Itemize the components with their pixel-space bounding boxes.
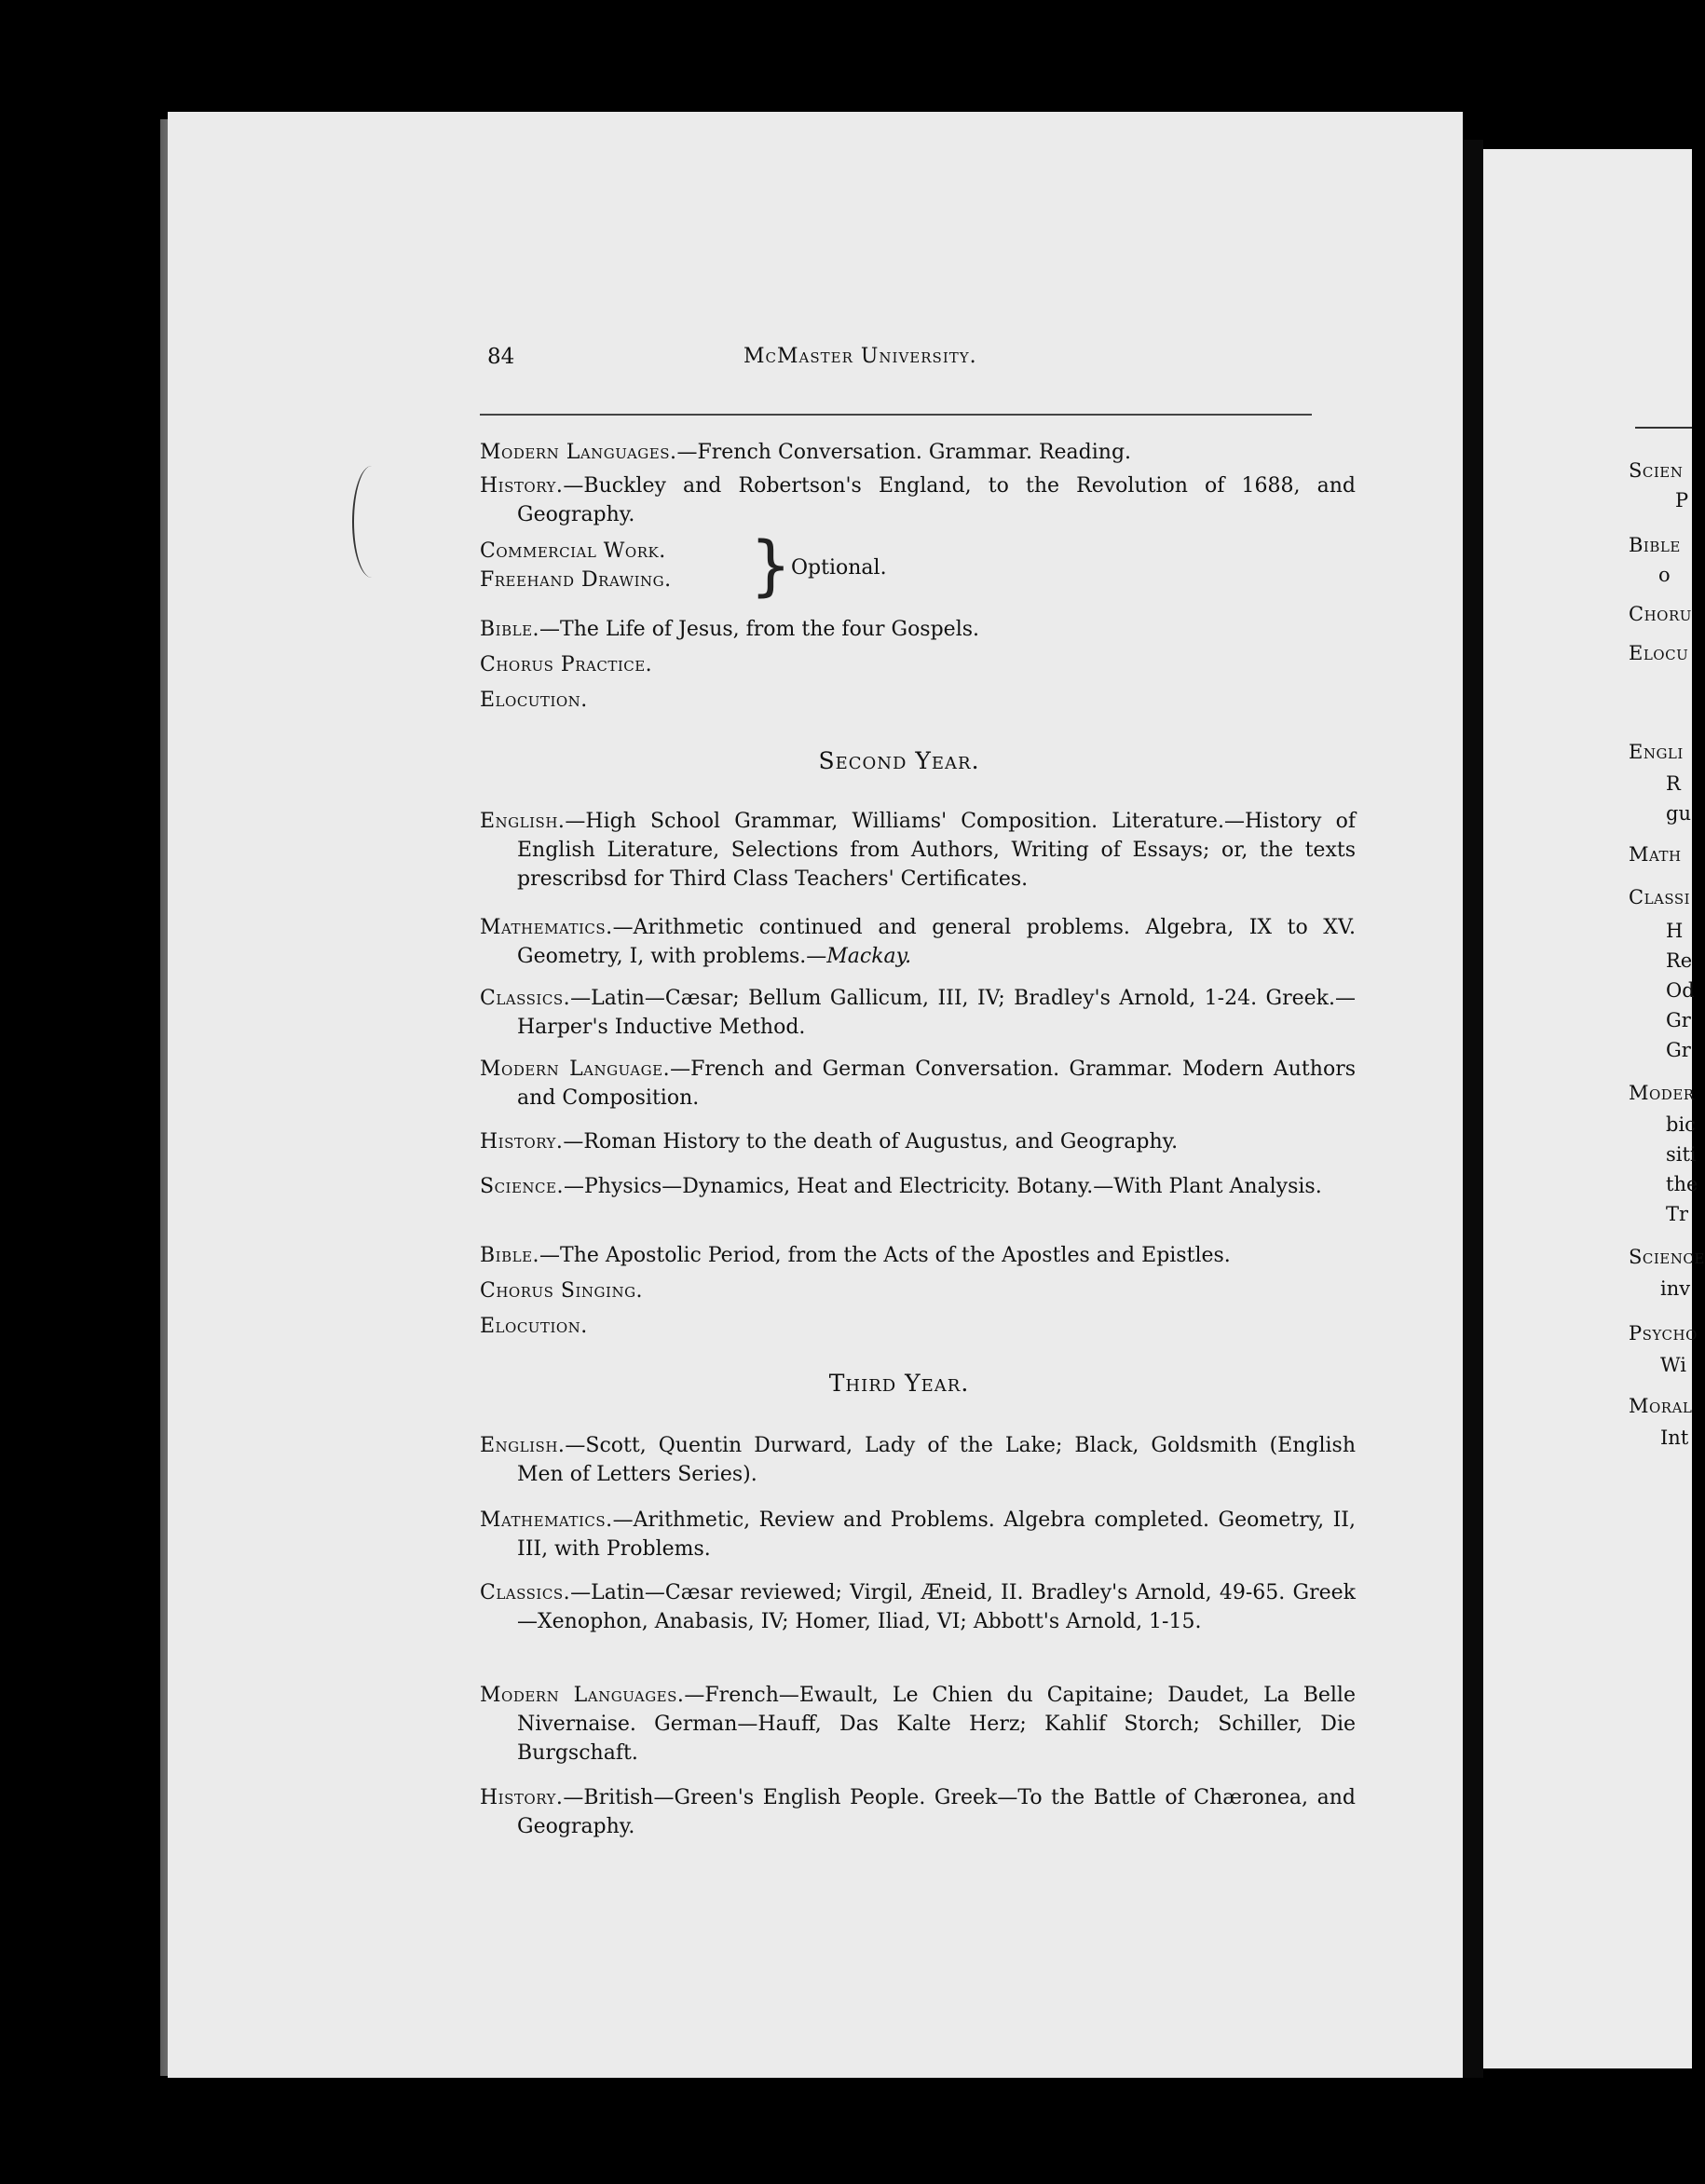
right-page bbox=[1483, 149, 1692, 2068]
second-year-bible bbox=[480, 1241, 1318, 1270]
pencil-margin-mark bbox=[352, 466, 391, 578]
fragment: Moder bbox=[1629, 1082, 1695, 1104]
fragment: Elocu bbox=[1629, 642, 1689, 664]
fragment: Classi bbox=[1629, 886, 1691, 908]
entry-label: History. bbox=[480, 1786, 564, 1809]
entry-label: Classics. bbox=[480, 987, 571, 1010]
first-year-history bbox=[480, 471, 1356, 529]
fragment: Choru bbox=[1629, 603, 1692, 625]
entry-text: —Latin—Cæsar; Bellum Gallicum, III, IV; Bradley's Arnold, 1-24. Greek.—Harper's Inductive Method. bbox=[517, 987, 1356, 1039]
entry-label: English. bbox=[480, 1434, 566, 1457]
entry-label: Modern Languages. bbox=[480, 441, 677, 464]
entry-label: Mathematics. bbox=[480, 916, 613, 939]
fragment: Wi bbox=[1660, 1354, 1686, 1376]
entry-label: Mathematics. bbox=[480, 1508, 613, 1532]
page-number: 84 bbox=[487, 345, 515, 369]
freehand-drawing: Freehand Drawing. bbox=[480, 568, 672, 592]
header-rule bbox=[480, 414, 1312, 416]
entry-text: —Scott, Quentin Durward, Lady of the Lake; Black, Goldsmith (English Men of Letters Series). bbox=[517, 1434, 1356, 1486]
page-header bbox=[480, 345, 1318, 382]
fragment: Gr bbox=[1666, 1039, 1691, 1061]
fragment: R bbox=[1666, 772, 1681, 795]
entry-label: Classics. bbox=[480, 1581, 571, 1604]
second-year-elocution: Elocution. bbox=[480, 1315, 588, 1338]
entry-text: —French—Ewault, Le Chien du Capitaine; Daudet, La Belle Nivernaise. German—Hauff, Das Kalte Herz; Kahlif Storch; Schiller, Die Burgschaft. bbox=[517, 1684, 1356, 1765]
entry-text: —High School Grammar, Williams' Composition. Literature.—History of English Literature, Selections from Authors, Writing of Essays; or, the texts prescribsd for Third Class Teachers' Certificates. bbox=[517, 810, 1356, 891]
second-year-heading: Second Year. bbox=[818, 747, 980, 774]
entry-text: —The Apostolic Period, from the Acts of the Apostles and Epistles. bbox=[539, 1244, 1231, 1267]
entry-text: —Buckley and Robertson's England, to the Revolution of 1688, and Geography. bbox=[517, 474, 1356, 526]
fragment: the bbox=[1666, 1173, 1698, 1195]
first-year-bible bbox=[480, 615, 1318, 644]
fragment: P bbox=[1675, 489, 1689, 512]
brace-glyph: } bbox=[750, 527, 792, 604]
fragment: Gr bbox=[1666, 1009, 1691, 1031]
entry-label: Bible. bbox=[480, 618, 540, 641]
third-year-heading: Third Year. bbox=[828, 1370, 970, 1397]
third-year-english bbox=[480, 1431, 1356, 1489]
third-year-mathematics bbox=[480, 1506, 1356, 1563]
third-year-classics bbox=[480, 1578, 1356, 1636]
entry-label: Modern Languages. bbox=[480, 1684, 685, 1707]
third-year-history bbox=[480, 1783, 1356, 1841]
fragment: Re bbox=[1666, 949, 1693, 972]
fragment: Od bbox=[1666, 979, 1695, 1002]
entry-label: Science. bbox=[480, 1175, 564, 1198]
fragment: gu bbox=[1666, 802, 1691, 825]
fragment: Engli bbox=[1629, 741, 1684, 763]
entry-text: —French Conversation. Grammar. Reading. bbox=[676, 441, 1132, 464]
fragment: siti bbox=[1666, 1143, 1697, 1166]
fragment: Tr bbox=[1666, 1203, 1689, 1225]
entry-text: —British—Green's English People. Greek—To the Battle of Chæronea, and Geography. bbox=[517, 1786, 1356, 1838]
second-year-english bbox=[480, 807, 1356, 894]
fragment: o bbox=[1658, 564, 1671, 586]
right-page-rule bbox=[1635, 427, 1692, 429]
second-year-modern-language bbox=[480, 1055, 1356, 1112]
entry-text: —Physics—Dynamics, Heat and Electricity. Botany.—With Plant Analysis. bbox=[563, 1175, 1322, 1198]
entry-label: History. bbox=[480, 474, 564, 498]
second-year-chorus: Chorus Singing. bbox=[480, 1279, 644, 1303]
entry-text: —Arithmetic continued and general problems. Algebra, IX to XV. Geometry, I, with problems.— bbox=[517, 916, 1356, 968]
fragment: Int bbox=[1660, 1426, 1689, 1449]
fragment: inv bbox=[1660, 1277, 1691, 1300]
fragment: Science bbox=[1629, 1246, 1705, 1268]
entry-text: —Latin—Cæsar reviewed; Virgil, Æneid, II. Bradley's Arnold, 49-65. Greek—Xenophon, Anabasis, IV; Homer, Iliad, VI; Abbott's Arnold, 1-15. bbox=[517, 1581, 1356, 1633]
entry-text: —The Life of Jesus, from the four Gospels. bbox=[539, 618, 980, 641]
second-year-mathematics bbox=[480, 913, 1356, 971]
page-gutter bbox=[1463, 140, 1483, 2078]
first-year-elocution: Elocution. bbox=[480, 689, 588, 712]
fragment: Math bbox=[1629, 843, 1682, 866]
entry-label: History. bbox=[480, 1130, 564, 1153]
entry-text: —Arithmetic, Review and Problems. Algebra completed. Geometry, II, III, with Problems. bbox=[517, 1508, 1356, 1561]
second-year-classics bbox=[480, 984, 1356, 1042]
entry-label: Bible. bbox=[480, 1244, 540, 1267]
entry-label: English. bbox=[480, 810, 566, 833]
first-year-chorus: Chorus Practice. bbox=[480, 653, 653, 676]
fragment: Bible bbox=[1629, 534, 1681, 556]
entry-text: —Roman History to the death of Augustus, and Geography. bbox=[563, 1130, 1179, 1153]
fragment: Scien bbox=[1629, 459, 1684, 482]
entry-author: Mackay. bbox=[826, 945, 912, 968]
fragment: bic bbox=[1666, 1113, 1696, 1136]
fragment: H bbox=[1666, 920, 1684, 942]
second-year-science bbox=[480, 1172, 1356, 1201]
entry-label: Modern Language. bbox=[480, 1058, 671, 1081]
commercial-work: Commercial Work. bbox=[480, 539, 666, 563]
third-year-modern-languages bbox=[480, 1681, 1356, 1768]
optional-label: Optional. bbox=[791, 556, 887, 580]
entry-text: —French and German Conversation. Grammar. Modern Authors and Composition. bbox=[517, 1058, 1356, 1110]
first-year-modern-languages bbox=[480, 438, 1356, 467]
second-year-history bbox=[480, 1127, 1356, 1156]
fragment: Psycho bbox=[1629, 1322, 1698, 1345]
running-title: McMaster University. bbox=[743, 345, 977, 368]
fragment: Moral bbox=[1629, 1395, 1693, 1417]
optional-group bbox=[480, 527, 1318, 604]
